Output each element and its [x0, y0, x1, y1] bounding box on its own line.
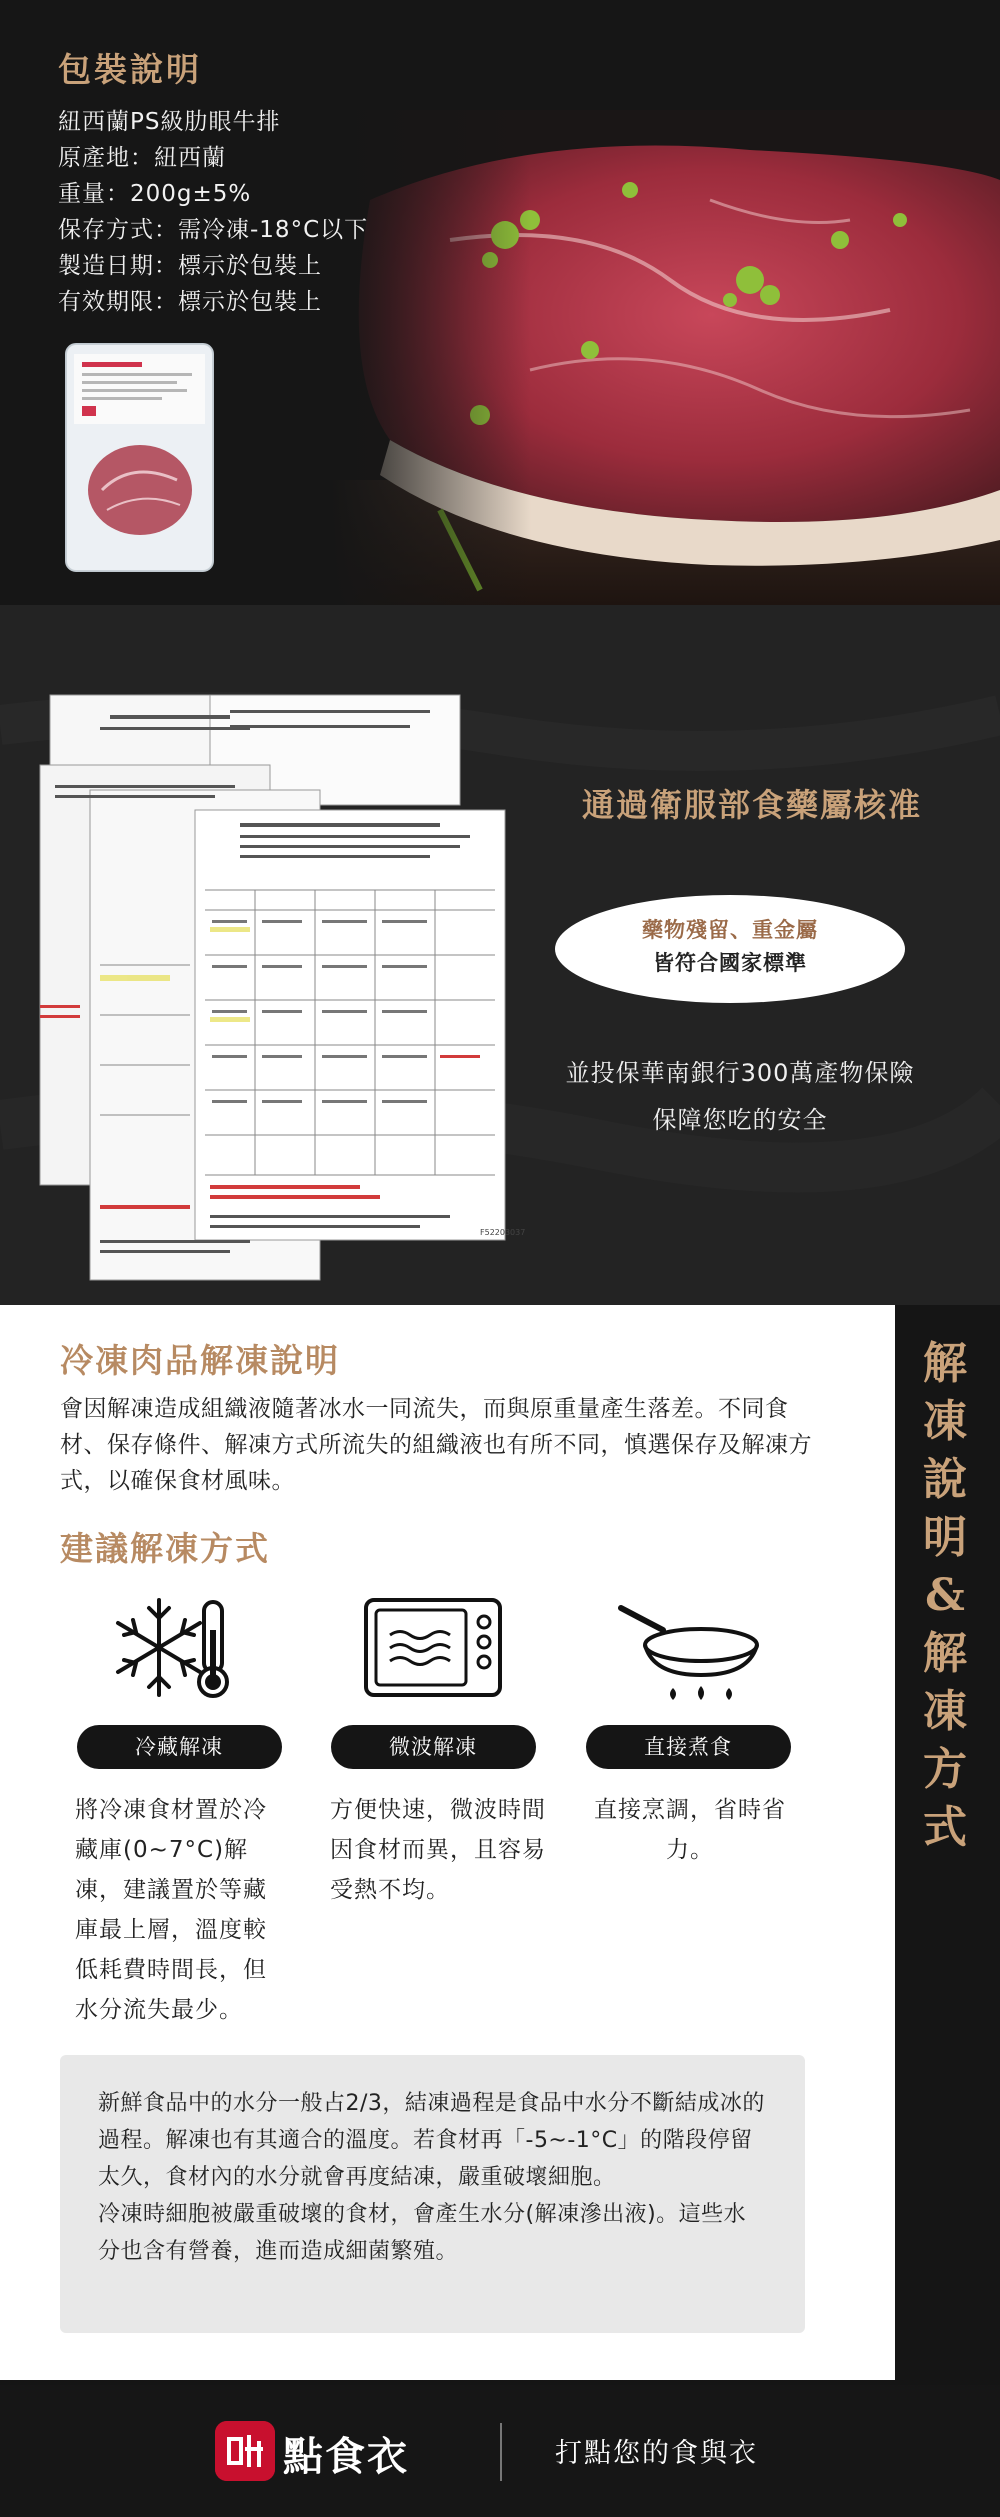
thaw-section	[0, 1305, 1000, 2385]
note-paragraph-2: 冷凍時細胞被嚴重破壞的食材，會產生水分(解凍滲出液)。這些水分也含有營養，進而造成細菌繁殖。	[98, 2202, 747, 2264]
side-char: 說	[923, 1454, 967, 1505]
side-char: 凍	[923, 1396, 967, 1447]
side-char: 解	[923, 1628, 967, 1679]
side-char: 方	[923, 1744, 967, 1795]
standards-oval-badge	[555, 895, 905, 1003]
spec-origin: 原產地：紐西蘭	[58, 145, 226, 171]
method-cook-label: 直接煮食	[586, 1725, 791, 1769]
thaw-panel	[0, 1305, 895, 2380]
method-microwave-desc: 方便快速，微波時間因食材而異，且容易受熱不均。	[330, 1797, 546, 1903]
footer-slogan: 打點您的食與衣	[555, 2438, 758, 2469]
snowflake-thermometer-icon	[104, 1590, 254, 1705]
certification-section	[0, 605, 1000, 1305]
footer-divider	[500, 2423, 502, 2481]
thaw-methods-subtitle: 建議解凍方式	[60, 1529, 270, 1568]
method-fridge-desc: 將冷凍食材置於冷藏庫(0~7°C)解凍，建議置於等藏庫最上層，溫度較低耗費時間長，但水分流失最少。	[75, 1797, 267, 2023]
spec-expiry-date: 有效期限：標示於包裝上	[58, 289, 322, 315]
certification-heading: 通過衛服部食藥屬核准	[581, 786, 922, 824]
brand-name: 點食衣	[283, 2433, 409, 2480]
spec-weight: 重量：200g±5%	[58, 181, 252, 207]
spec-manufacture-date: 製造日期：標示於包裝上	[58, 253, 322, 279]
brand-logo	[215, 2415, 450, 2487]
spec-list	[58, 104, 368, 320]
insurance-line: 並投保華南銀行300萬產物保險	[565, 1059, 915, 1087]
thaw-title: 冷凍肉品解凍說明	[60, 1341, 340, 1380]
vacuum-pack-photo	[62, 340, 217, 575]
frying-pan-icon	[613, 1590, 763, 1705]
side-char: 凍	[923, 1686, 967, 1737]
steak-photo	[330, 110, 1000, 605]
side-char: 式	[923, 1802, 967, 1853]
method-cook	[583, 1590, 793, 1769]
brand-logo-icon	[215, 2421, 275, 2481]
thaw-intro: 會因解凍造成組織液隨著冰水一同流失，而與原重量產生落差。不同食材、保存條件、解凍方式所流失的組織液也有所不同，慎選保存及解凍方式，以確保食材風味。	[60, 1396, 812, 1494]
side-char: 明	[923, 1512, 967, 1563]
method-fridge-label: 冷藏解凍	[77, 1725, 282, 1769]
packaging-title: 包裝說明	[58, 50, 202, 89]
method-microwave-label: 微波解凍	[331, 1725, 536, 1769]
footer	[0, 2385, 1000, 2517]
side-char: 解	[923, 1338, 967, 1389]
method-microwave	[328, 1590, 538, 1769]
side-vertical-title	[910, 1335, 980, 1857]
certificate-number: F52203037	[480, 1228, 526, 1237]
spec-storage: 保存方式：需冷凍-18°C以下	[58, 217, 369, 243]
method-cook-desc: 直接烹調，省時省力。	[594, 1797, 786, 1863]
certification-heading-wrap	[0, 780, 1000, 826]
oval-line-1: 藥物殘留、重金屬	[642, 918, 818, 942]
thaw-note-box	[60, 2055, 805, 2333]
note-paragraph-1: 新鮮食品中的水分一般占2/3，結凍過程是食品中水分不斷結成冰的過程。解凍也有其適合的溫度。若食材再「-5~-1°C」的階段停留太久，食材內的水分就會再度結凍，嚴重破壞細胞。	[98, 2091, 765, 2190]
spec-product-name: 紐西蘭PS級肋眼牛排	[58, 109, 281, 135]
microwave-icon	[358, 1590, 508, 1705]
method-fridge	[74, 1590, 284, 1769]
packaging-section	[0, 0, 1000, 605]
side-char: &	[925, 1570, 965, 1621]
safety-line: 保障您吃的安全	[652, 1106, 828, 1134]
oval-line-2: 皆符合國家標準	[653, 951, 807, 975]
